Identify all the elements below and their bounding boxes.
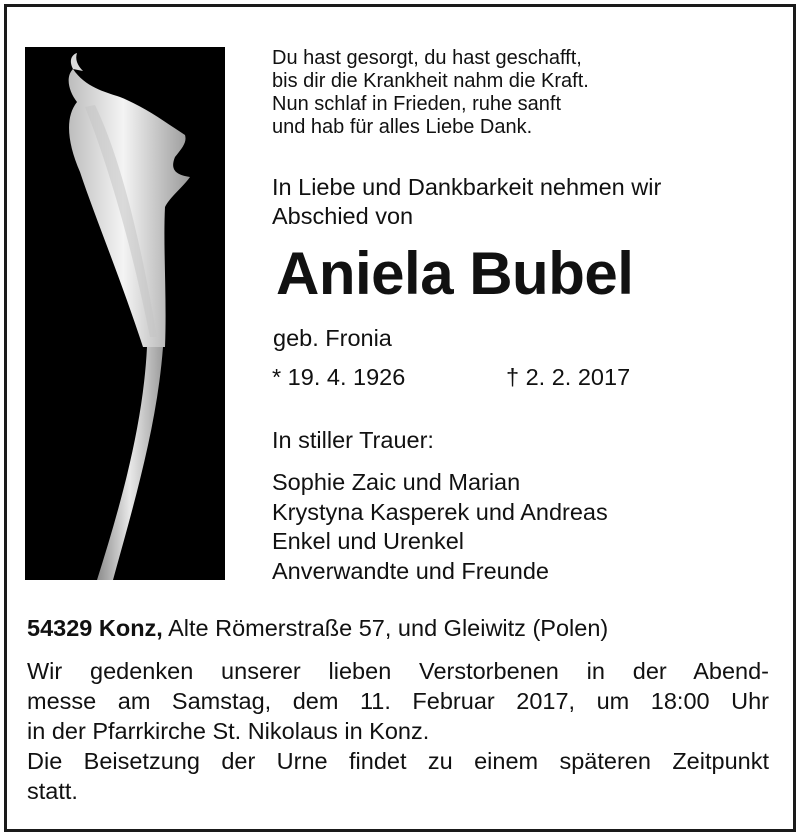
poem — [272, 47, 589, 139]
family-member: Enkel und Urenkel — [272, 528, 465, 554]
deceased-name: Aniela Bubel — [276, 240, 634, 307]
notice-line: Wir gedenken unserer lieben Verstorbenen in der Abend- — [27, 658, 769, 684]
notice-line: messe am Samstag, dem 11. Februar 2017, um 18:00 Uhr — [27, 688, 769, 714]
family-member: Sophie Zaic und Marian — [272, 469, 521, 495]
death-date: † 2. 2. 2017 — [506, 364, 631, 390]
poem-line: Du hast gesorgt, du hast geschafft, — [272, 47, 582, 69]
farewell-text — [272, 173, 661, 231]
notice-line: in der Pfarrkirche St. Nikolaus in Konz. — [27, 718, 430, 744]
mourning-heading: In stiller Trauer: — [272, 427, 434, 453]
calla-lily-photo — [25, 47, 225, 580]
maiden-name: geb. Fronia — [273, 325, 392, 351]
notice-line: Die Beisetzung der Urne findet zu einem späteren Zeitpunkt — [27, 748, 769, 774]
address — [27, 616, 608, 642]
farewell-line: In Liebe und Dankbarkeit nehmen wir — [272, 174, 662, 200]
farewell-line: Abschied von — [272, 203, 414, 229]
calla-lily-icon — [25, 47, 225, 580]
address-street: Alte Römerstraße 57, und Gleiwitz (Polen) — [162, 615, 609, 641]
service-notice — [27, 656, 769, 806]
family-list — [272, 468, 608, 586]
address-city: 54329 Konz, — [27, 615, 163, 641]
notice-line: statt. — [27, 778, 78, 804]
poem-line: und hab für alles Liebe Dank. — [272, 116, 533, 138]
birth-date: * 19. 4. 1926 — [272, 364, 406, 390]
poem-line: Nun schlaf in Frieden, ruhe sanft — [272, 93, 562, 115]
family-member: Krystyna Kasperek und Andreas — [272, 498, 608, 525]
poem-line: bis dir die Krankheit nahm die Kraft. — [272, 70, 589, 92]
family-member: Anverwandte und Freunde — [272, 557, 549, 584]
